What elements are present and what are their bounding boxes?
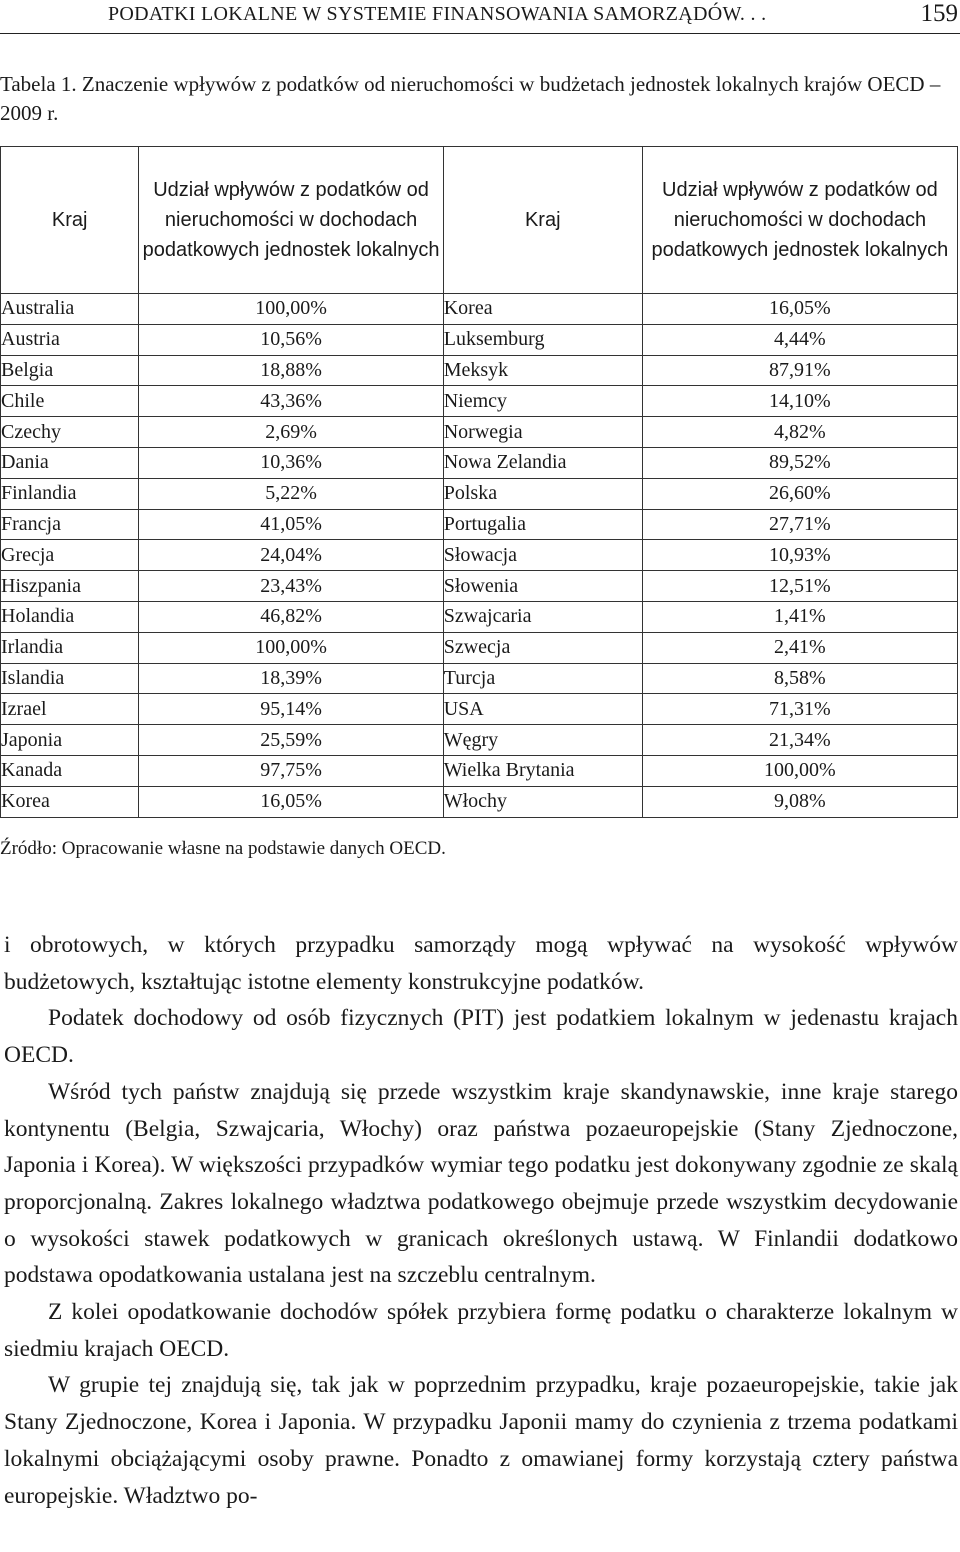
- table-row: [1, 786, 958, 817]
- cell-share-right: 26,60%: [642, 478, 957, 509]
- cell-country-left: Belgia: [1, 355, 139, 386]
- cell-share-left: 24,04%: [139, 540, 443, 571]
- table-header-row: [1, 147, 958, 294]
- cell-country-right: Meksyk: [443, 355, 642, 386]
- cell-share-right: 1,41%: [642, 601, 957, 632]
- property-tax-table: [0, 146, 958, 818]
- cell-country-left: Kanada: [1, 755, 139, 786]
- table-caption: Tabela 1. Znaczenie wpływów z podatków od nieruchomości w budżetach jednostek lokalnych krajów OECD – 2009 r.: [0, 72, 941, 125]
- cell-country-left: Australia: [1, 294, 139, 325]
- cell-share-right: 8,58%: [642, 663, 957, 694]
- cell-share-right: 9,08%: [642, 786, 957, 817]
- running-title: PODATKI LOKALNE W SYSTEMIE FINANSOWANIA SAMORZĄDÓW. . .: [108, 3, 767, 25]
- cell-share-right: 2,41%: [642, 632, 957, 663]
- body-paragraph: W grupie tej znajdują się, tak jak w poprzednim przypadku, kraje pozaeuropejskie, takie jak Stany Zjednoczone, Korea i Japonia. W przypadku Japonii mamy do czynienia z trzema podatkami lokalnymi obciążającymi osoby prawne. Ponadto z omawianej formy korzystają cztery państwa europejskie. Władztwo po-: [4, 1372, 958, 1509]
- cell-country-left: Irlandia: [1, 632, 139, 663]
- cell-share-left: 18,88%: [139, 355, 443, 386]
- cell-country-left: Finlandia: [1, 478, 139, 509]
- cell-country-right: Portugalia: [443, 509, 642, 540]
- cell-share-right: 87,91%: [642, 355, 957, 386]
- cell-share-right: 21,34%: [642, 725, 957, 756]
- table-row: [1, 478, 958, 509]
- cell-country-left: Francja: [1, 509, 139, 540]
- cell-country-left: Korea: [1, 786, 139, 817]
- cell-share-left: 43,36%: [139, 386, 443, 417]
- table-row: [1, 601, 958, 632]
- cell-country-left: Holandia: [1, 601, 139, 632]
- cell-share-right: 4,44%: [642, 324, 957, 355]
- cell-country-right: Luksemburg: [443, 324, 642, 355]
- body-paragraph: i obrotowych, w których przypadku samorządy mogą wpływać na wysokość wpływów budżetowych, kształtując istotne elementy konstrukcyjne podatków.: [4, 932, 958, 995]
- column-header-country-right: Kraj: [443, 147, 642, 294]
- cell-share-left: 95,14%: [139, 694, 443, 725]
- cell-country-right: Węgry: [443, 725, 642, 756]
- cell-share-right: 27,71%: [642, 509, 957, 540]
- table-row: [1, 355, 958, 386]
- column-header-share-left: Udział wpływów z podatków od nieruchomości w dochodach podatkowych jednostek lokalnych: [139, 147, 443, 294]
- cell-share-left: 2,69%: [139, 417, 443, 448]
- cell-country-left: Dania: [1, 447, 139, 478]
- cell-country-right: Turcja: [443, 663, 642, 694]
- cell-share-right: 14,10%: [642, 386, 957, 417]
- cell-country-right: Słowenia: [443, 571, 642, 602]
- table-row: [1, 417, 958, 448]
- cell-share-left: 5,22%: [139, 478, 443, 509]
- cell-country-right: Szwajcaria: [443, 601, 642, 632]
- cell-country-left: Izrael: [1, 694, 139, 725]
- cell-country-right: Korea: [443, 294, 642, 325]
- table-source: Źródło: Opracowanie własne na podstawie danych OECD.: [0, 838, 446, 859]
- body-text: [4, 927, 958, 1514]
- table-row: [1, 755, 958, 786]
- table-row: [1, 324, 958, 355]
- cell-share-left: 100,00%: [139, 632, 443, 663]
- cell-country-right: Polska: [443, 478, 642, 509]
- cell-share-left: 16,05%: [139, 786, 443, 817]
- cell-country-left: Czechy: [1, 417, 139, 448]
- cell-share-left: 25,59%: [139, 725, 443, 756]
- cell-share-right: 4,82%: [642, 417, 957, 448]
- table-row: [1, 632, 958, 663]
- table-row: [1, 725, 958, 756]
- table-row: [1, 447, 958, 478]
- cell-country-right: Włochy: [443, 786, 642, 817]
- cell-country-right: USA: [443, 694, 642, 725]
- table-row: [1, 509, 958, 540]
- cell-country-left: Hiszpania: [1, 571, 139, 602]
- cell-share-right: 71,31%: [642, 694, 957, 725]
- cell-country-right: Niemcy: [443, 386, 642, 417]
- cell-country-right: Szwecja: [443, 632, 642, 663]
- table-row: [1, 540, 958, 571]
- cell-share-left: 97,75%: [139, 755, 443, 786]
- cell-country-right: Norwegia: [443, 417, 642, 448]
- cell-country-right: Nowa Zelandia: [443, 447, 642, 478]
- column-header-country-left: Kraj: [1, 147, 139, 294]
- table-row: [1, 663, 958, 694]
- cell-share-right: 89,52%: [642, 447, 957, 478]
- page-number: 159: [920, 0, 958, 27]
- cell-country-left: Grecja: [1, 540, 139, 571]
- cell-country-left: Austria: [1, 324, 139, 355]
- table-row: [1, 694, 958, 725]
- cell-country-left: Islandia: [1, 663, 139, 694]
- body-paragraph: Z kolei opodatkowanie dochodów spółek przybiera formę podatku o charakterze lokalnym w siedmiu krajach OECD.: [4, 1299, 958, 1362]
- cell-country-right: Słowacja: [443, 540, 642, 571]
- table-body: [1, 294, 958, 818]
- cell-country-right: Wielka Brytania: [443, 755, 642, 786]
- table-row: [1, 571, 958, 602]
- cell-share-right: 16,05%: [642, 294, 957, 325]
- cell-country-left: Japonia: [1, 725, 139, 756]
- cell-share-right: 12,51%: [642, 571, 957, 602]
- cell-share-right: 10,93%: [642, 540, 957, 571]
- cell-share-left: 18,39%: [139, 663, 443, 694]
- cell-share-left: 41,05%: [139, 509, 443, 540]
- cell-share-left: 10,56%: [139, 324, 443, 355]
- cell-share-left: 10,36%: [139, 447, 443, 478]
- table-row: [1, 386, 958, 417]
- cell-share-left: 100,00%: [139, 294, 443, 325]
- body-paragraph: Wśród tych państw znajdują się przede wszystkim kraje skandynawskie, inne kraje starego kontynentu (Belgia, Szwajcaria, Włochy) oraz państwa pozaeuropejskie (Stany Zjednoczone, Japonia i Korea). W większości przypadków wymiar tego podatku jest dokonywany zgodnie ze skalą proporcjonalną. Zakres lokalnego władztwa podatkowego obejmuje przede wszystkim decydowanie o wysokości stawek podatkowych w granicach określonych ustawą. W Finlandii dodatkowo podstawa opodatkowania ustalana jest na szczeblu centralnym.: [4, 1078, 958, 1289]
- body-paragraph: Podatek dochodowy od osób fizycznych (PIT) jest podatkiem lokalnym w jedenastu krajach OECD.: [4, 1005, 958, 1069]
- column-header-share-right: Udział wpływów z podatków od nieruchomości w dochodach podatkowych jednostek lokalnych: [642, 147, 957, 294]
- cell-share-left: 23,43%: [139, 571, 443, 602]
- cell-country-left: Chile: [1, 386, 139, 417]
- running-header: [0, 0, 960, 34]
- cell-share-left: 46,82%: [139, 601, 443, 632]
- table-row: [1, 294, 958, 325]
- cell-share-right: 100,00%: [642, 755, 957, 786]
